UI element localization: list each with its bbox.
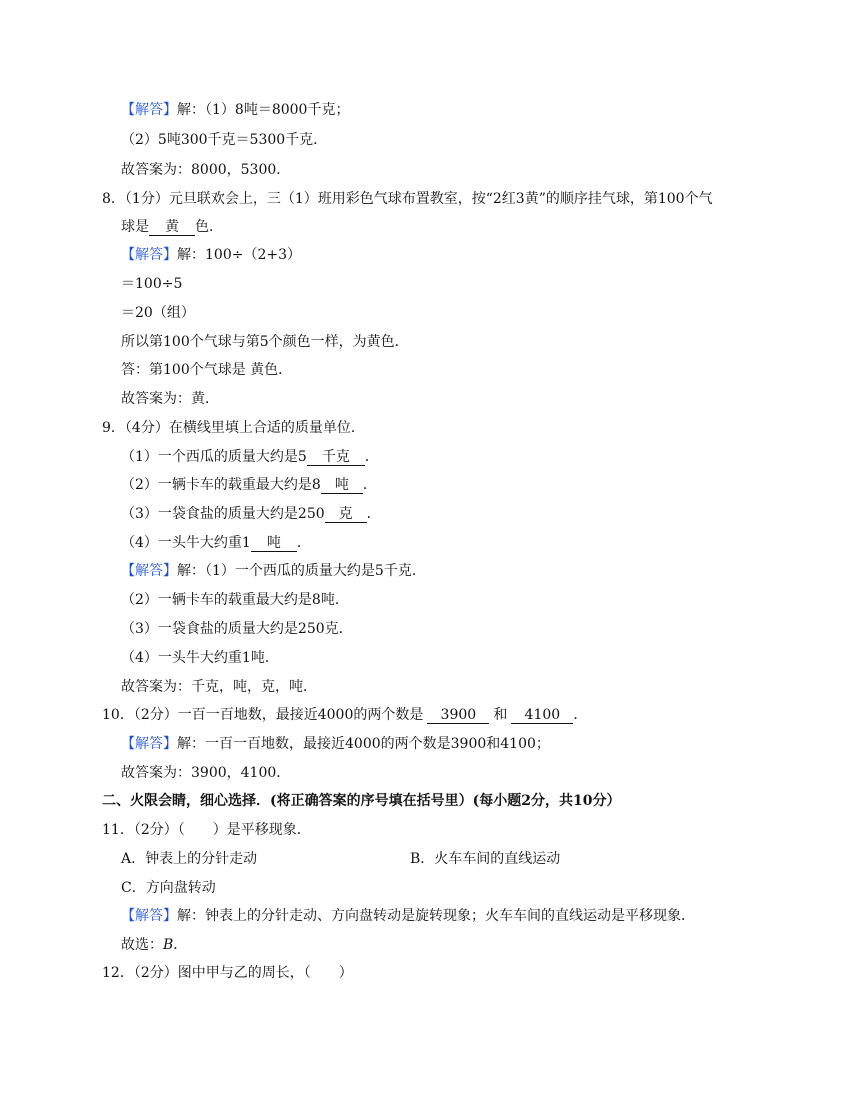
q7-answer-2: （2）5吨300千克＝5300千克． xyxy=(121,132,328,148)
q11-answer-1: 解：钟表上的分针走动、方向盘转动是旋转现象；火车车间的直线运动是平移现象． xyxy=(177,908,695,924)
q8-stem-line-1: 8．（1分）元旦联欢会上，三（1）班用彩色气球布置教室，按“2红3黄”的顺序挂气球，第100个气 xyxy=(102,191,713,207)
q9-sub-2 xyxy=(121,476,377,494)
period: ． xyxy=(296,535,311,551)
q9-stem: 9．（4分）在横线里填上合适的质量单位． xyxy=(102,420,365,436)
q9-answer-1: 解：（1）一个西瓜的质量大约是5千克． xyxy=(177,563,426,579)
q8-answer-4: 所以第100个气球与第5个颜色一样，为黄色． xyxy=(121,334,409,350)
q9-answer-line-1 xyxy=(121,562,426,580)
answer-tag: 【解答】 xyxy=(121,908,177,924)
q8-answer-blank: 黄 xyxy=(149,219,195,236)
q10-answer-1: 解：一百一百地数，最接近4000的两个数是3900和4100； xyxy=(177,736,550,752)
q11-final-choice: B xyxy=(163,937,174,953)
q7-answer-1: 解：（1）8吨＝8000千克； xyxy=(177,102,350,118)
q11-stem: 11．（2分）（ ）是平移现象． xyxy=(102,822,311,838)
q8-stem-line-2 xyxy=(121,218,223,236)
q11-option-b: B．火车车间的直线运动 xyxy=(410,851,561,867)
q9-answer-2: （2）一辆卡车的载重最大约是8吨． xyxy=(121,592,349,608)
q9-sub-1 xyxy=(121,448,379,466)
q11-option-c: C．方向盘转动 xyxy=(121,880,216,896)
q8-answer-5: 答：第100个气球是 黄色． xyxy=(121,362,293,378)
q9-blank-1: 千克 xyxy=(307,449,365,466)
q8-stem-pre: 球是 xyxy=(121,219,149,235)
q8-answer-2: ＝100÷5 xyxy=(121,276,183,292)
q9-sub-2-text: （2）一辆卡车的载重最大约是8 xyxy=(121,477,321,493)
q11-final-pre: 故选： xyxy=(121,937,163,953)
q9-sub-4-text: （4）一头牛大约重1 xyxy=(121,535,251,551)
period: ． xyxy=(573,707,588,723)
answer-tag: 【解答】 xyxy=(121,102,177,118)
q8-final-answer: 故答案为：黄． xyxy=(121,391,219,407)
period: ． xyxy=(366,506,381,522)
q10-answer-line-1 xyxy=(121,735,550,753)
q10-and: 和 xyxy=(493,707,508,723)
q9-blank-4: 吨 xyxy=(251,535,297,552)
q10-blank-1: 3900 xyxy=(427,707,489,724)
q9-sub-4 xyxy=(121,534,311,552)
q9-sub-3 xyxy=(121,505,381,523)
q9-final-answer: 故答案为：千克，吨，克，吨． xyxy=(121,679,317,695)
q8-answer-line-1 xyxy=(121,246,301,264)
q12-stem: 12．（2分）图中甲与乙的周长，（ ） xyxy=(102,965,353,981)
q10-stem-text: 10．（2分）一百一百地数，最接近4000的两个数是 xyxy=(102,707,424,723)
q7-final-answer: 故答案为：8000，5300． xyxy=(121,162,291,178)
q11-option-a: A．钟表上的分针走动 xyxy=(121,851,258,867)
q9-blank-2: 吨 xyxy=(321,477,363,494)
q8-stem-post: 色． xyxy=(195,219,223,235)
q10-stem xyxy=(102,706,587,724)
section-2-heading: 二、火限会睛，细心选择．(将正确答案的序号填在括号里）(每小题2分，共10分） xyxy=(102,793,621,809)
q9-sub-3-text: （3）一袋食盐的质量大约是250 xyxy=(121,506,325,522)
q11-final-answer xyxy=(121,936,187,954)
q10-final-answer: 故答案为：3900，4100． xyxy=(121,765,291,781)
q7-answer-line-1 xyxy=(121,101,349,119)
q10-blank-2: 4100 xyxy=(511,707,573,724)
period: ． xyxy=(173,937,188,953)
answer-tag: 【解答】 xyxy=(121,563,177,579)
period: ． xyxy=(362,477,377,493)
q11-answer-line-1 xyxy=(121,907,695,925)
q9-blank-3: 克 xyxy=(325,506,367,523)
q9-answer-4: （4）一头牛大约重1吨． xyxy=(121,650,279,666)
q9-sub-1-text: （1）一个西瓜的质量大约是5 xyxy=(121,449,307,465)
q8-answer-3: ＝20（组） xyxy=(121,305,195,321)
q9-answer-3: （3）一袋食盐的质量大约是250克． xyxy=(121,621,353,637)
q8-answer-1: 解：100÷（2+3） xyxy=(177,247,301,263)
answer-tag: 【解答】 xyxy=(121,247,177,263)
period: ． xyxy=(364,449,379,465)
answer-tag: 【解答】 xyxy=(121,736,177,752)
